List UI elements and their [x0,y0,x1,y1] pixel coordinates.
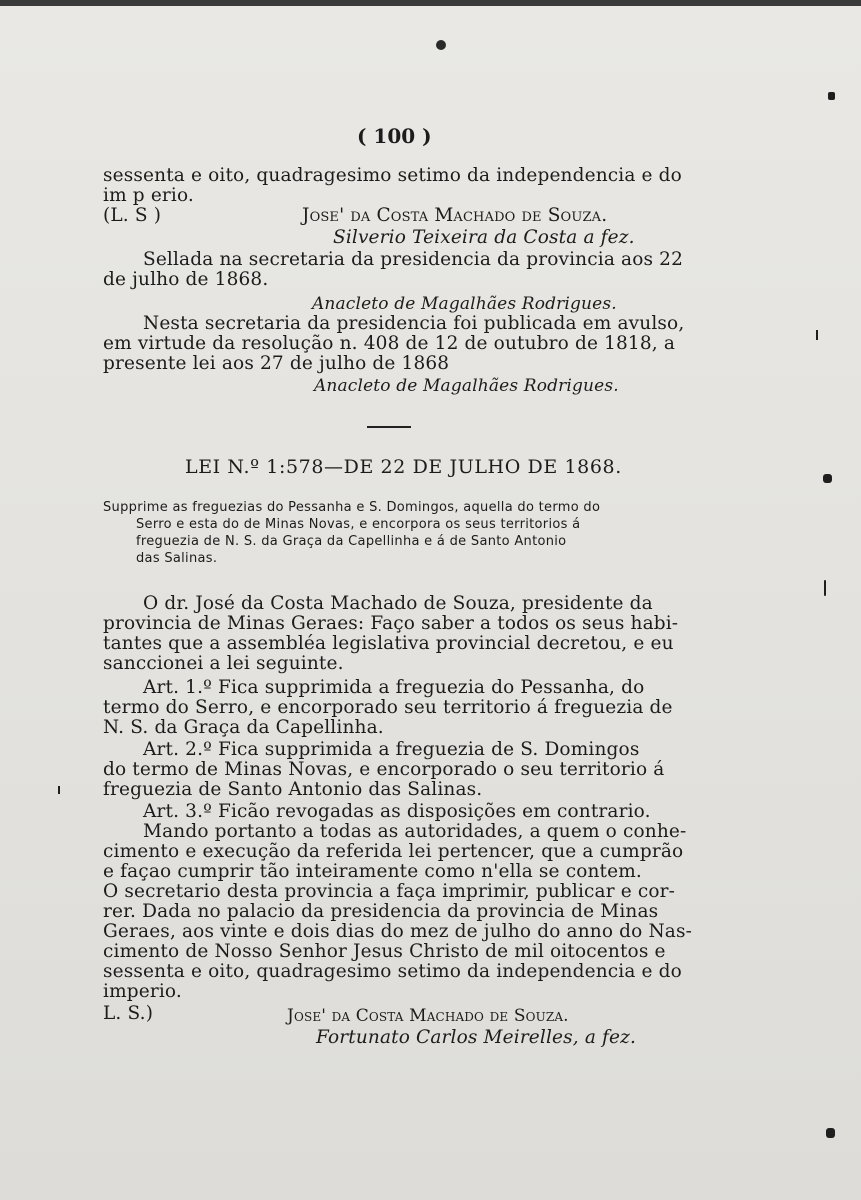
certifier-name: Anacleto de Magalhães Rodrigues. [312,294,617,314]
body-line: sessenta e oito, quadragesimo setimo da independencia e do [103,961,682,982]
body-line: sanccionei a lei seguinte. [103,653,344,674]
body-line: cimento de Nosso Senhor Jesus Christo de mil oitocentos e [103,941,666,962]
body-line: termo do Serro, e encorporado seu territorio á freguezia de [103,697,673,718]
text-line: sessenta e oito, quadragesimo setimo da independencia e do [103,165,682,186]
scan-speck [824,580,826,596]
body-line: O dr. José da Costa Machado de Souza, presidente da [143,593,653,614]
summary-line: Supprime as freguezias do Pessanha e S. Domingos, aquella do termo do [103,500,601,515]
body-line: Art. 2.º Fica supprimida a freguezia de S. Domingos [143,739,640,760]
summary-line: das Salinas. [136,551,218,566]
summary-line: Serro e esta do de Minas Novas, e encorpora os seus territorios á [136,517,581,532]
body-line: Art. 3.º Ficão revogadas as disposições em contrario. [143,801,651,822]
scan-speck [816,330,818,340]
scan-speck [826,1128,835,1138]
certifier-name: Anacleto de Magalhães Rodrigues. [314,376,619,396]
scan-speck [828,92,835,100]
text-line: em virtude da resolução n. 408 de 12 de outubro de 1818, a [103,333,676,354]
seal-mark: (L. S ) [103,205,162,226]
body-line: imperio. [103,981,182,1002]
body-line: N. S. da Graça da Capellinha. [103,717,384,738]
text-line: presente lei aos 27 de julho de 1868 [103,353,450,374]
scan-speck [823,474,832,483]
scan-top-border [0,0,861,6]
section-divider [367,426,411,428]
text-line: Nesta secretaria da presidencia foi publicada em avulso, [143,313,685,334]
body-line: cimento e execução da referida lei pertencer, que a cumprão [103,841,684,862]
clerk-attribution: Silverio Teixeira da Costa a fez. [333,227,635,248]
law-heading: LEI N.º 1:578—DE 22 DE JULHO DE 1868. [185,456,622,478]
body-line: Geraes, aos vinte e dois dias do mez de julho do anno do Nas- [103,921,693,942]
seal-mark: L. S.) [103,1003,154,1024]
body-line: freguezia de Santo Antonio das Salinas. [103,779,483,800]
summary-line: freguezia de N. S. da Graça da Capellinha e á de Santo Antonio [136,534,567,549]
body-line: rer. Dada no palacio da presidencia da provincia de Minas [103,901,659,922]
body-line: O secretario desta provincia a faça imprimir, publicar e cor- [103,881,676,902]
ink-dot-mark [436,40,446,50]
body-line: provincia de Minas Geraes: Faço saber a todos os seus habi- [103,613,679,634]
text-line: de julho de 1868. [103,269,269,290]
body-line: do termo de Minas Novas, e encorporado o seu territorio á [103,759,665,780]
signatory-name: Jose' da Costa Machado de Souza. [287,1006,569,1026]
text-line: Sellada na secretaria da presidencia da provincia aos 22 [143,249,684,270]
body-line: e façao cumprir tão inteiramente como n'ella se contem. [103,861,642,882]
body-line: tantes que a assembléa legislativa provincial decretou, e eu [103,633,674,654]
clerk-attribution: Fortunato Carlos Meirelles, a fez. [316,1027,637,1048]
body-line: Mando portanto a todas as autoridades, a quem o conhe- [143,821,687,842]
body-line: Art. 1.º Fica supprimida a freguezia do Pessanha, do [143,677,645,698]
text-line: im p erio. [103,185,194,206]
scan-speck [58,786,60,794]
signatory-name: Jose' da Costa Machado de Souza. [302,205,608,226]
page-number: ( 100 ) [357,124,432,148]
